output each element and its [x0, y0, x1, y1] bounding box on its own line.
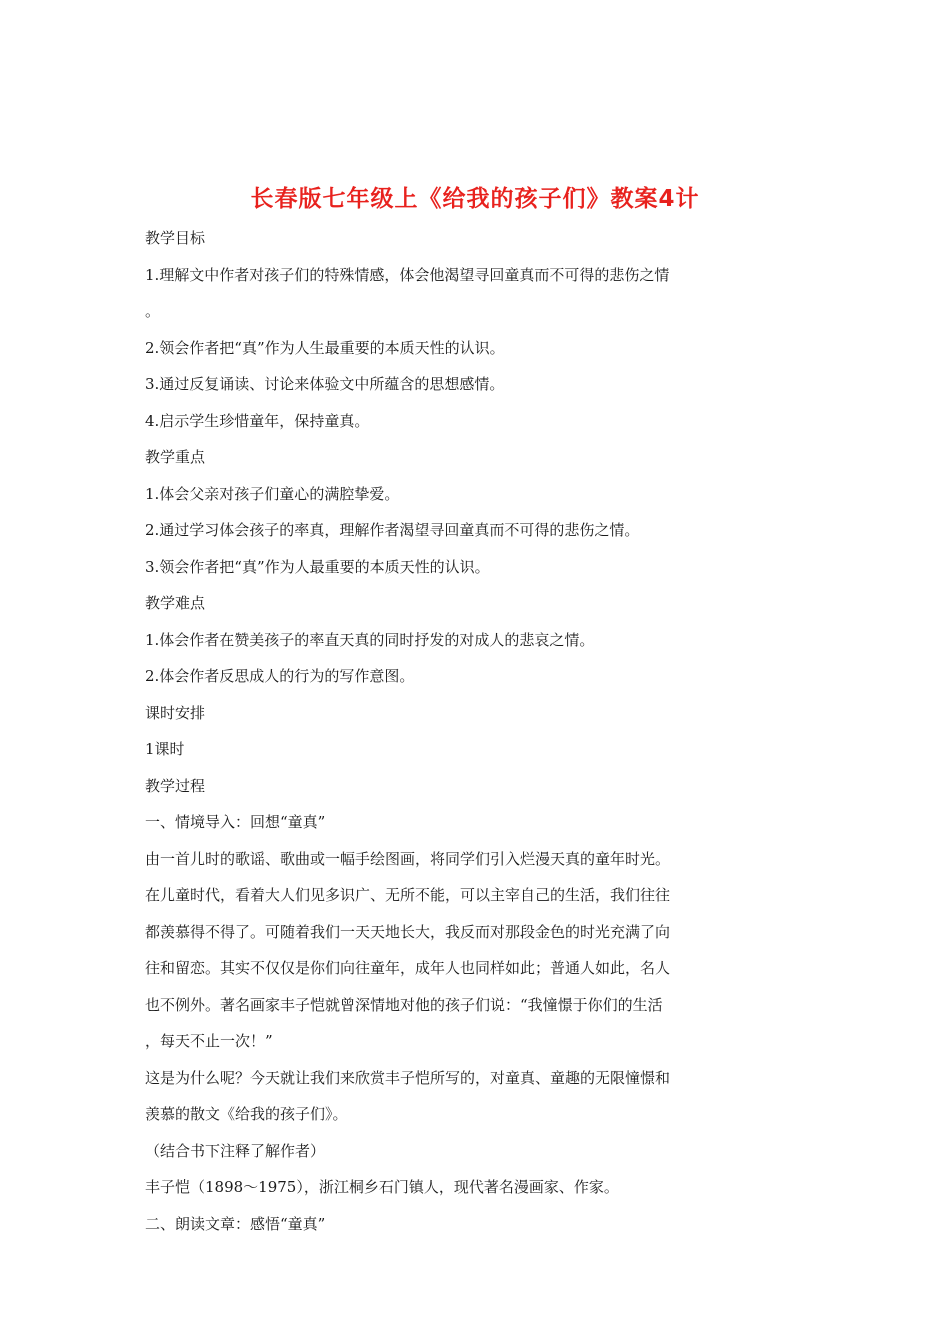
section-heading-key-points: 教学重点	[145, 448, 206, 466]
text-line: 2.领会作者把“真”作为人生最重要的本质天性的认识。	[145, 338, 505, 357]
section-heading-difficulties: 教学难点	[145, 594, 206, 612]
text-line: 3.领会作者把“真”作为人最重要的本质天性的认识。	[145, 557, 490, 576]
section-heading-schedule: 课时安排	[145, 703, 206, 722]
text-line: 这是为什么呢？今天就让我们来欣赏丰子恺所写的，对童真、童趣的无限憧憬和	[145, 1068, 671, 1087]
section-heading-objectives: 教学目标	[145, 229, 206, 247]
section-heading-process: 教学过程	[145, 776, 206, 795]
text-line: 1.体会父亲对孩子们童心的满腔挚爱。	[145, 484, 400, 503]
subsection-heading: 一、情境导入：回想“童真”	[145, 813, 326, 831]
text-line: 1.体会作者在赞美孩子的率直天真的同时抒发的对成人的悲哀之情。	[145, 630, 595, 649]
text-line: （结合书下注释了解作者）	[145, 1141, 326, 1160]
text-line: 4.启示学生珍惜童年，保持童真。	[145, 411, 370, 430]
subsection-heading: 二、朗读文章：感悟“童真”	[145, 1214, 326, 1233]
text-line: 羡慕的散文《给我的孩子们》。	[145, 1105, 348, 1123]
text-line: 由一首儿时的歌谣、歌曲或一幅手绘图画，将同学们引入烂漫天真的童年时光。	[145, 849, 671, 868]
text-line: 2.体会作者反思成人的行为的写作意图。	[145, 667, 415, 685]
document-body	[145, 223, 745, 1245]
text-line: 丰子恺（1898～1975），浙江桐乡石门镇人，现代著名漫画家、作家。	[145, 1178, 619, 1196]
text-line: 3.通过反复诵读、讨论来体验文中所蕴含的思想感情。	[145, 375, 505, 393]
text-line: 1课时	[145, 740, 185, 758]
text-line: ，每天不止一次！”	[145, 1032, 273, 1050]
text-line: 。	[145, 302, 161, 320]
text-line: 也不例外。著名画家丰子恺就曾深情地对他的孩子们说：“我憧憬于你们的生活	[145, 995, 663, 1014]
text-line: 都羡慕得不得了。可随着我们一天天地长大，我反而对那段金色的时光充满了向	[145, 922, 671, 941]
text-line: 2.通过学习体会孩子的率真，理解作者渴望寻回童真而不可得的悲伤之情。	[145, 521, 640, 539]
document-title: 长春版七年级上《给我的孩子们》教案4计	[250, 186, 700, 212]
text-line: 1.理解文中作者对孩子们的特殊情感，体会他渴望寻回童真而不可得的悲伤之情	[145, 265, 670, 284]
text-line: 往和留恋。其实不仅仅是你们向往童年，成年人也同样如此；普通人如此，名人	[145, 959, 671, 977]
text-line: 在儿童时代，看着大人们见多识广、无所不能，可以主宰自己的生活，我们往往	[145, 886, 671, 904]
